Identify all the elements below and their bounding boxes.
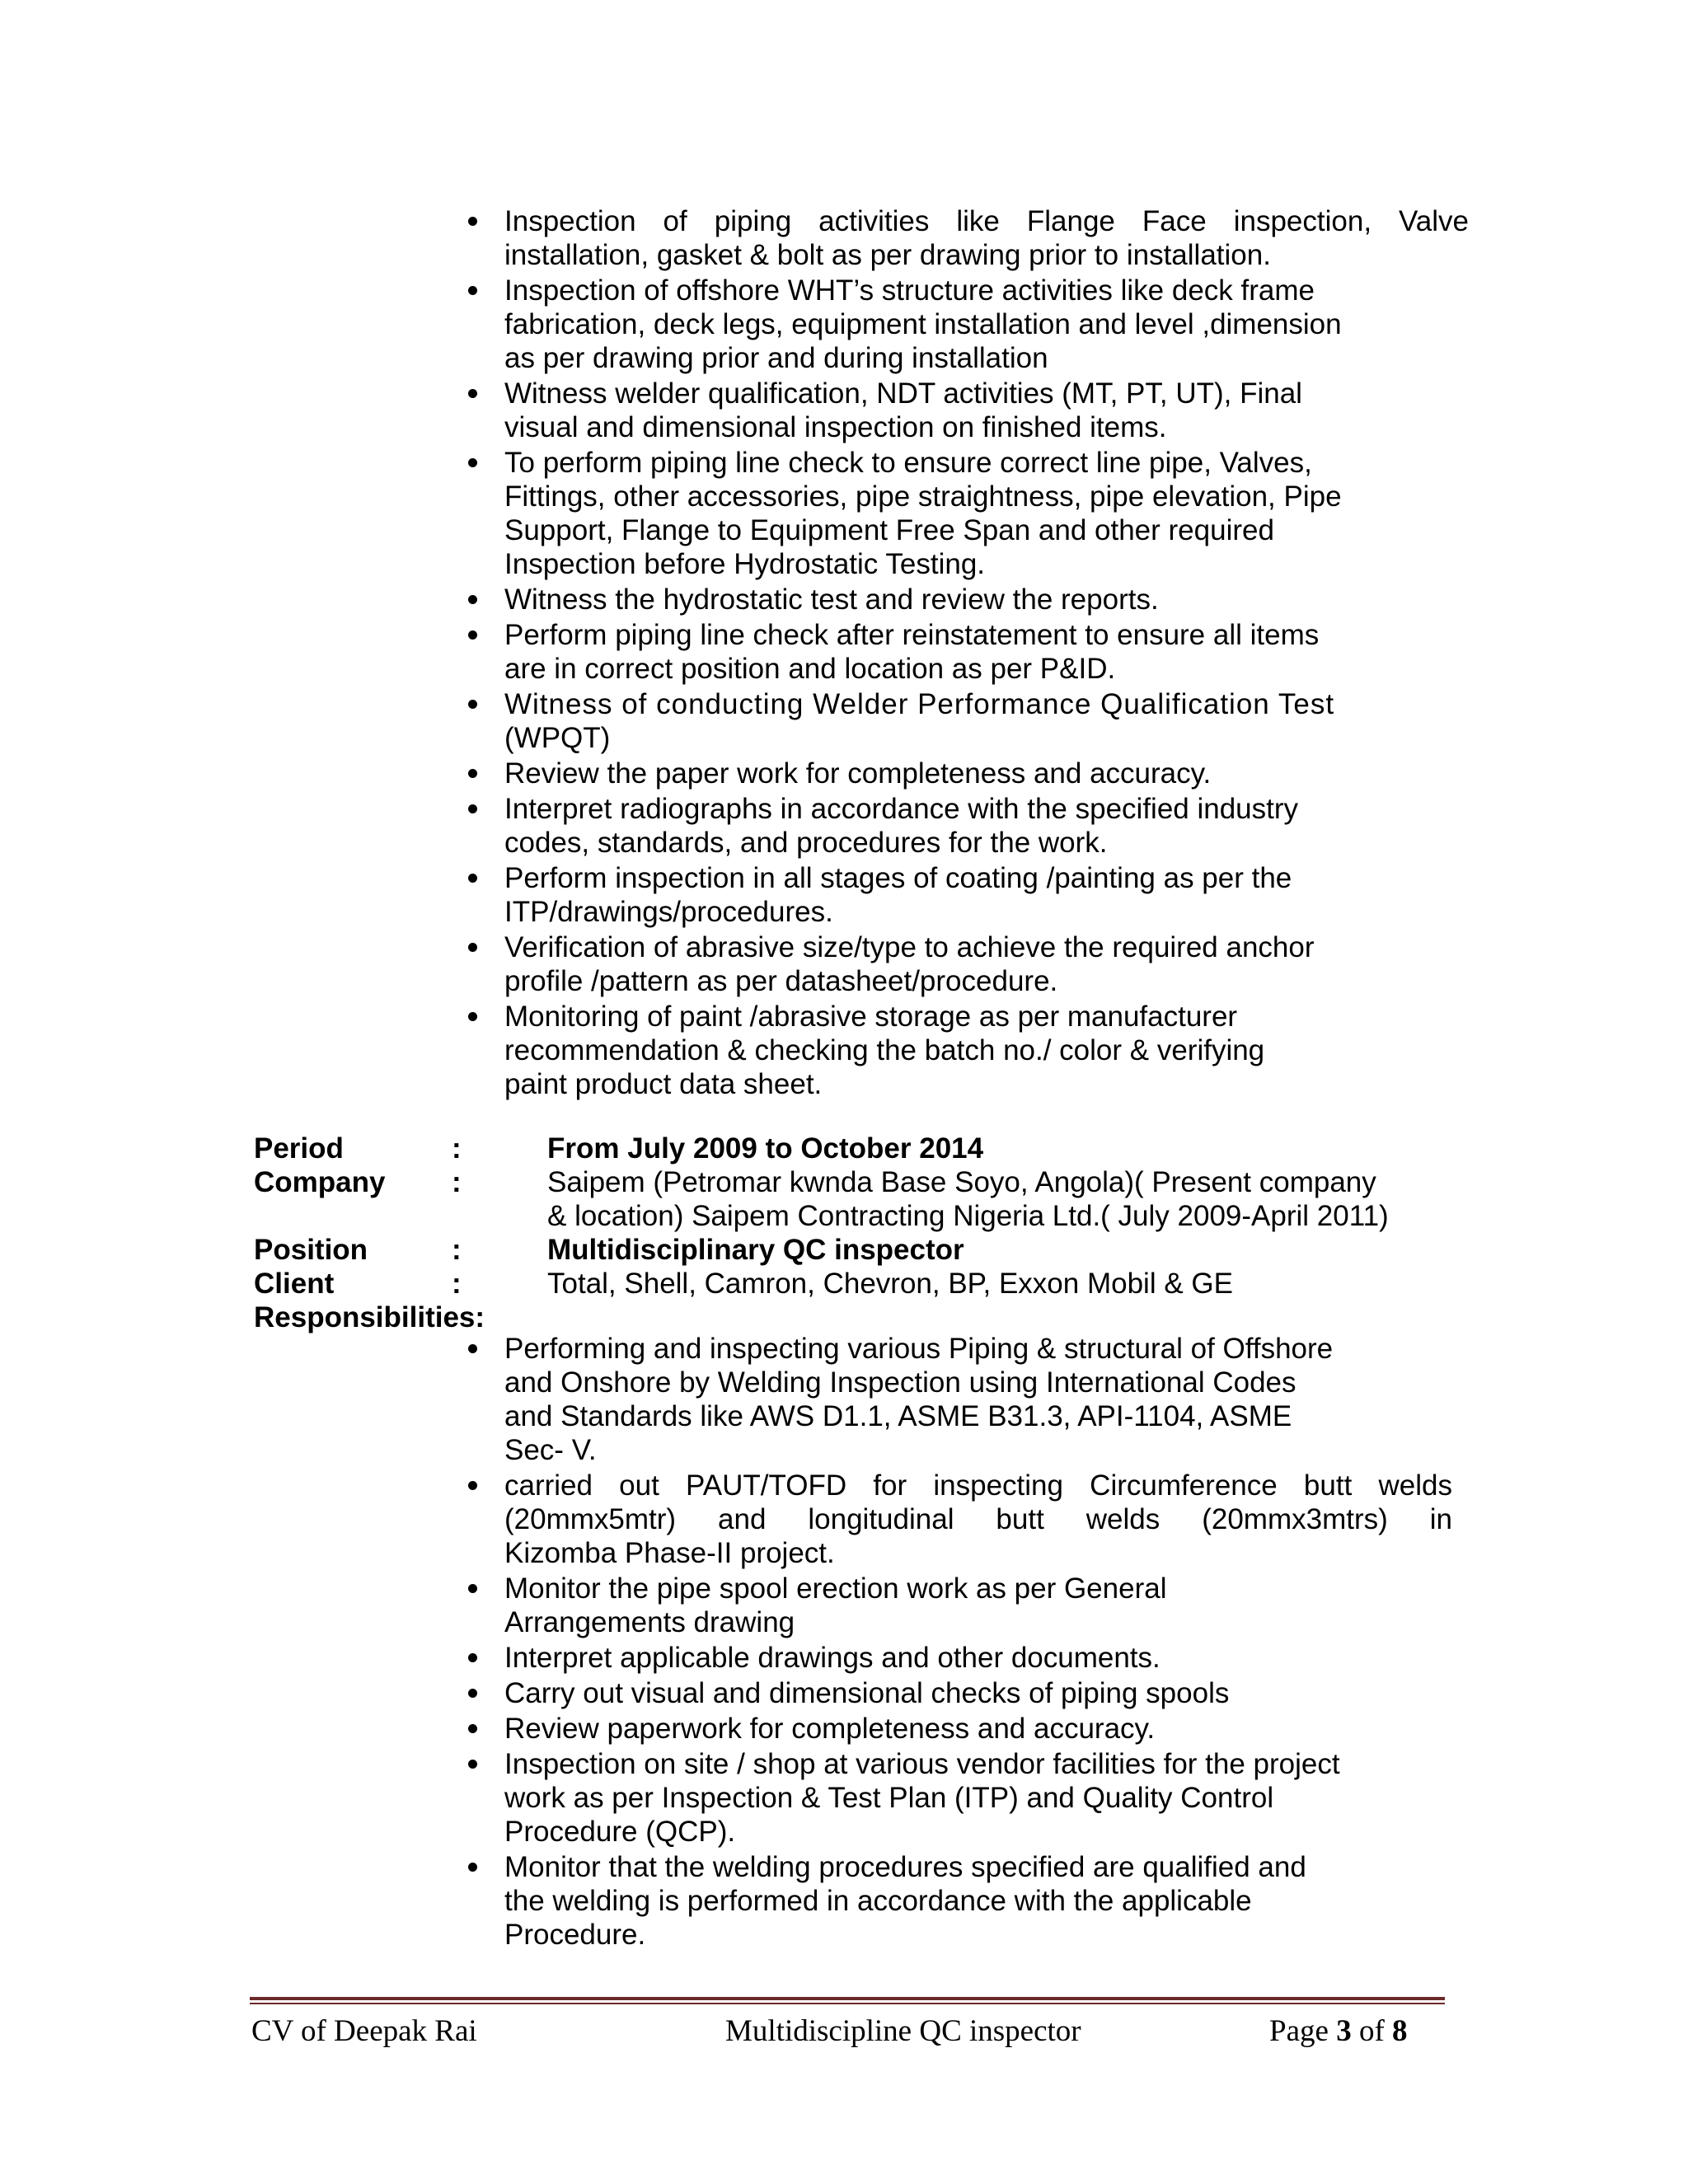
bullet-line: Carry out visual and dimensional checks of piping spools: [504, 1677, 1230, 1709]
list-item: [504, 1641, 1452, 1675]
period-row: [254, 1132, 1454, 1165]
company-label: Company: [254, 1166, 386, 1198]
bullet-line: Performing and inspecting various Piping & structural of Offshore: [504, 1333, 1334, 1365]
bullet-line: Verification of abrasive size/type to achieve the required anchor: [504, 931, 1315, 963]
bullet-line: To perform piping line check to ensure correct line pipe, Valves,: [504, 447, 1312, 479]
company-value-line: & location) Saipem Contracting Nigeria Ltd.( July 2009-April 2011): [547, 1200, 1389, 1232]
list-item: [504, 930, 1469, 998]
bullet-line: Perform inspection in all stages of coating /painting as per the: [504, 862, 1292, 894]
bullet-line: Procedure.: [504, 1919, 646, 1951]
list-item: [504, 274, 1469, 375]
page-footer: [251, 2011, 1422, 2052]
client-label: Client: [254, 1268, 335, 1300]
bullet-line: Inspection before Hydrostatic Testing.: [504, 548, 986, 580]
bullet-line: carried out PAUT/TOFD for inspecting Circumference butt welds: [504, 1469, 1452, 1502]
page-number: [1269, 2011, 1408, 2052]
list-item: [504, 377, 1469, 444]
page-of: of: [1351, 2014, 1393, 2048]
footer-author: CV of Deepak Rai: [251, 2014, 477, 2048]
list-item: [504, 687, 1469, 755]
bullet-line: Witness the hydrostatic test and review the reports.: [504, 583, 1159, 616]
bullet-line: (WPQT): [504, 722, 611, 754]
colon: :: [452, 1166, 462, 1198]
bullet-line: installation, gasket & bolt as per drawing prior to installation.: [504, 239, 1271, 271]
responsibilities-list: [504, 1332, 1452, 1953]
period-label: Period: [254, 1132, 344, 1165]
bullet-line: Procedure (QCP).: [504, 1816, 736, 1848]
list-item: [504, 861, 1469, 929]
list-item: [504, 1850, 1452, 1952]
client-value: Total, Shell, Camron, Chevron, BP, Exxon Mobil & GE: [547, 1268, 1233, 1300]
bullet-line: Review the paper work for completeness and accuracy.: [504, 757, 1212, 790]
bullet-line: Witness welder qualification, NDT activities (MT, PT, UT), Final: [504, 377, 1302, 410]
bullet-line: Review paperwork for completeness and accuracy.: [504, 1713, 1156, 1745]
bullet-line: Inspection of piping activities like Flange Face inspection, Valve: [504, 205, 1469, 237]
bullet-line: Support, Flange to Equipment Free Span and other required: [504, 514, 1274, 546]
bullet-line: the welding is performed in accordance with the applicable: [504, 1885, 1252, 1917]
list-item: [504, 1000, 1469, 1101]
bullet-line: (20mmx5mtr) and longitudinal butt welds (20mmx3mtrs) in: [504, 1503, 1452, 1535]
bullet-line: and Onshore by Welding Inspection using International Codes: [504, 1366, 1296, 1399]
company-value-line: Saipem (Petromar kwnda Base Soyo, Angola)( Present company: [547, 1166, 1376, 1198]
company-value: [547, 1165, 1454, 1233]
footer-title: Multidiscipline QC inspector: [725, 2014, 1081, 2048]
bullet-line: Monitor the pipe spool erection work as per General: [504, 1572, 1167, 1605]
list-item: [504, 757, 1469, 790]
bullet-line: Monitoring of paint /abrasive storage as per manufacturer: [504, 1001, 1238, 1033]
bullet-line: and Standards like AWS D1.1, ASME B31.3, API-1104, ASME: [504, 1400, 1292, 1432]
bullet-line: Monitor that the welding procedures specified are qualified and: [504, 1851, 1306, 1883]
bullet-line: Inspection of offshore WHT’s structure activities like deck frame: [504, 274, 1315, 307]
bullet-line: Interpret radiographs in accordance with the specified industry: [504, 793, 1299, 825]
bullet-line: profile /pattern as per datasheet/procedure.: [504, 965, 1058, 997]
bullet-line: visual and dimensional inspection on finished items.: [504, 411, 1167, 443]
list-item: [504, 583, 1469, 616]
bullet-line: Fittings, other accessories, pipe straightness, pipe elevation, Pipe: [504, 480, 1342, 513]
list-item: [504, 792, 1469, 860]
bullet-line: as per drawing prior and during installation: [504, 342, 1048, 374]
position-value: Multidisciplinary QC inspector: [547, 1234, 964, 1266]
bullet-line: fabrication, deck legs, equipment installation and level ,dimension: [504, 308, 1342, 340]
bullet-line: recommendation & checking the batch no./ color & verifying: [504, 1034, 1265, 1066]
list-item: [504, 446, 1469, 581]
bullet-line: codes, standards, and procedures for the work.: [504, 827, 1108, 859]
list-item: [504, 1747, 1452, 1849]
colon: :: [452, 1132, 462, 1165]
bullet-line: Inspection on site / shop at various vendor facilities for the project: [504, 1748, 1340, 1780]
bullet-line: Arrangements drawing: [504, 1606, 795, 1638]
position-row: [254, 1233, 1454, 1267]
list-item: [504, 1332, 1452, 1467]
list-item: [504, 1712, 1452, 1746]
bullet-line: Perform piping line check after reinstatement to ensure all items: [504, 619, 1320, 651]
bullet-line: ITP/drawings/procedures.: [504, 896, 833, 928]
position-label: Position: [254, 1234, 368, 1266]
colon: :: [452, 1268, 462, 1300]
list-item: [504, 204, 1469, 272]
current-page: 3: [1336, 2014, 1352, 2048]
list-item: [504, 1469, 1452, 1570]
previous-job-responsibilities-list: [504, 204, 1469, 1103]
bullet-line: work as per Inspection & Test Plan (ITP) and Quality Control: [504, 1782, 1274, 1814]
job-details: [254, 1132, 1454, 1334]
company-row: [254, 1165, 1454, 1233]
list-item: [504, 1572, 1452, 1639]
bullet-line: Sec- V.: [504, 1434, 597, 1466]
list-item: [504, 1676, 1452, 1710]
list-item: [504, 618, 1469, 686]
responsibilities-heading: Responsibilities:: [254, 1301, 485, 1333]
bullet-line: are in correct position and location as per P&ID.: [504, 653, 1116, 685]
client-row: [254, 1267, 1454, 1301]
bullet-line: Witness of conducting Welder Performance Qualification Test: [504, 688, 1335, 720]
period-value: From July 2009 to October 2014: [547, 1132, 984, 1165]
colon: :: [452, 1234, 462, 1266]
bullet-line: paint product data sheet.: [504, 1068, 823, 1100]
footer-divider: [250, 1997, 1445, 2000]
page-prefix: Page: [1269, 2014, 1337, 2048]
bullet-line: Interpret applicable drawings and other documents.: [504, 1642, 1160, 1674]
bullet-line: Kizomba Phase-II project.: [504, 1537, 835, 1569]
footer-divider-thin: [250, 2003, 1445, 2004]
total-pages: 8: [1392, 2014, 1408, 2048]
